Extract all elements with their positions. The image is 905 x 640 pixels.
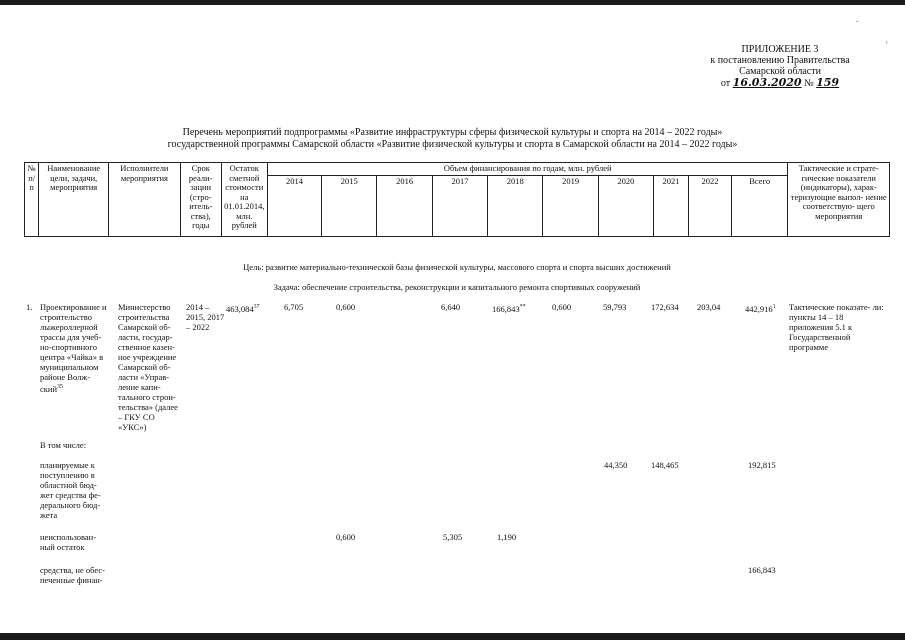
- value-2022: 203,04: [697, 302, 721, 312]
- handwritten-number: 159: [816, 76, 840, 89]
- table-header: [24, 162, 890, 237]
- appendix-line: Самарской области: [739, 66, 821, 77]
- col-rest-header: Остаток сметной стоимости на 01.01.2014, млн. рублей: [221, 163, 267, 237]
- year-header: 2016: [377, 175, 432, 236]
- bottom-edge: [0, 633, 905, 640]
- including-label: В том числе:: [40, 440, 86, 450]
- task-text: Задача: обеспечение строительства, реконструкции и капитального ремонта спортивных сооружений: [273, 282, 641, 292]
- document-title: Перечень мероприятий подпрограммы «Развитие инфраструктуры сферы физической культуры и спорта на 2014 – 2022 годы» государственной программы Самарской области «Развитие физической культуры и спорта в Самарской области на 2014 – 2022 годы»: [167, 127, 738, 150]
- value-2014: 6,705: [284, 302, 304, 312]
- sub-row-name: неиспользован- ный остаток: [40, 532, 97, 552]
- col-no-header: № п/п: [25, 163, 39, 237]
- value-total: 166,843: [748, 565, 776, 575]
- value-total: 442,916$^1$: [745, 303, 776, 314]
- handwritten-date: 16.03.2020: [732, 76, 802, 89]
- row-name: Проектирование и строительство лыжероллерной трассы для учеб- но-спортивного центра «Чайка» в муниципальном районе Волж- ский$^{35}$: [40, 302, 107, 394]
- year-header: 2021: [654, 175, 689, 236]
- sub-row-name: средства, не обес- печенные финан-: [40, 565, 105, 585]
- col-indicators-header: Тактические и страте- гические показатели (индикаторы), харак- теризующие выпол- нение соответствую- щего мероприятия: [788, 163, 890, 237]
- appendix-block: [680, 44, 880, 89]
- value-2015: 0,600: [336, 532, 356, 542]
- top-edge: [0, 0, 905, 5]
- value-2021: 148,465: [651, 460, 679, 470]
- row-term: 2014 – 2015, 2017 – 2022: [186, 302, 225, 332]
- speck: .: [856, 14, 859, 24]
- row-number: 1.: [26, 302, 33, 312]
- value-2015: 0,600: [336, 302, 356, 312]
- row-rest: 463,084$^{37}$: [226, 303, 260, 314]
- value-2017: 6,640: [441, 302, 461, 312]
- col-exec-header: Исполнители мероприятия: [109, 163, 181, 237]
- col-name-header: Наименование цели, задачи, мероприятия: [39, 163, 109, 237]
- year-header: 2017: [432, 175, 487, 236]
- row-indicators: Тактические показате- ли: пункты 14 – 18 приложения 5.1 к Государственной программе: [789, 302, 884, 352]
- value-total: 192,815: [748, 460, 776, 470]
- value-2018: 1,190: [497, 532, 517, 542]
- appendix-line: к постановлению Правительства: [710, 55, 850, 66]
- year-header: 2018: [488, 175, 543, 236]
- appendix-title: ПРИЛОЖЕНИЕ 3: [741, 44, 819, 55]
- value-2021: 172,634: [651, 302, 679, 312]
- value-2020: 44,350: [604, 460, 628, 470]
- year-header: 2020: [598, 175, 653, 236]
- col-term-header: Срок реали- зации (стро- итель- ства), годы: [180, 163, 221, 237]
- value-2018: 166,843**: [492, 303, 526, 314]
- year-header: 2019: [543, 175, 598, 236]
- goal-text: Цель: развитие материально-технической базы физической культуры, массового спорта и спорта высших достижений: [243, 262, 671, 272]
- speck: ': [886, 40, 888, 50]
- appendix-date-line: от 16.03.2020 № 159: [720, 76, 840, 89]
- total-header: Всего: [731, 175, 787, 236]
- year-header: 2014: [267, 175, 321, 236]
- year-header: 2015: [322, 175, 377, 236]
- col-funding-header: Объем финансирования по годам, млн. рублей: [267, 163, 788, 176]
- sub-row-name: планируемые к поступлению в областной бюд- жет средства фе- дерального бюд- жета: [40, 460, 101, 520]
- value-2017: 5,305: [443, 532, 463, 542]
- value-2019: 0,600: [552, 302, 572, 312]
- row-executor: Министерство строительства Самарской об- ласти, государ- ственное казен- ное учреждение Самарской об- ласти «Управ- ление капи- тального строи- тельства» (далее – ГКУ СО «УКС»): [118, 302, 178, 432]
- value-2020: 59,793: [603, 302, 627, 312]
- year-header: 2022: [688, 175, 731, 236]
